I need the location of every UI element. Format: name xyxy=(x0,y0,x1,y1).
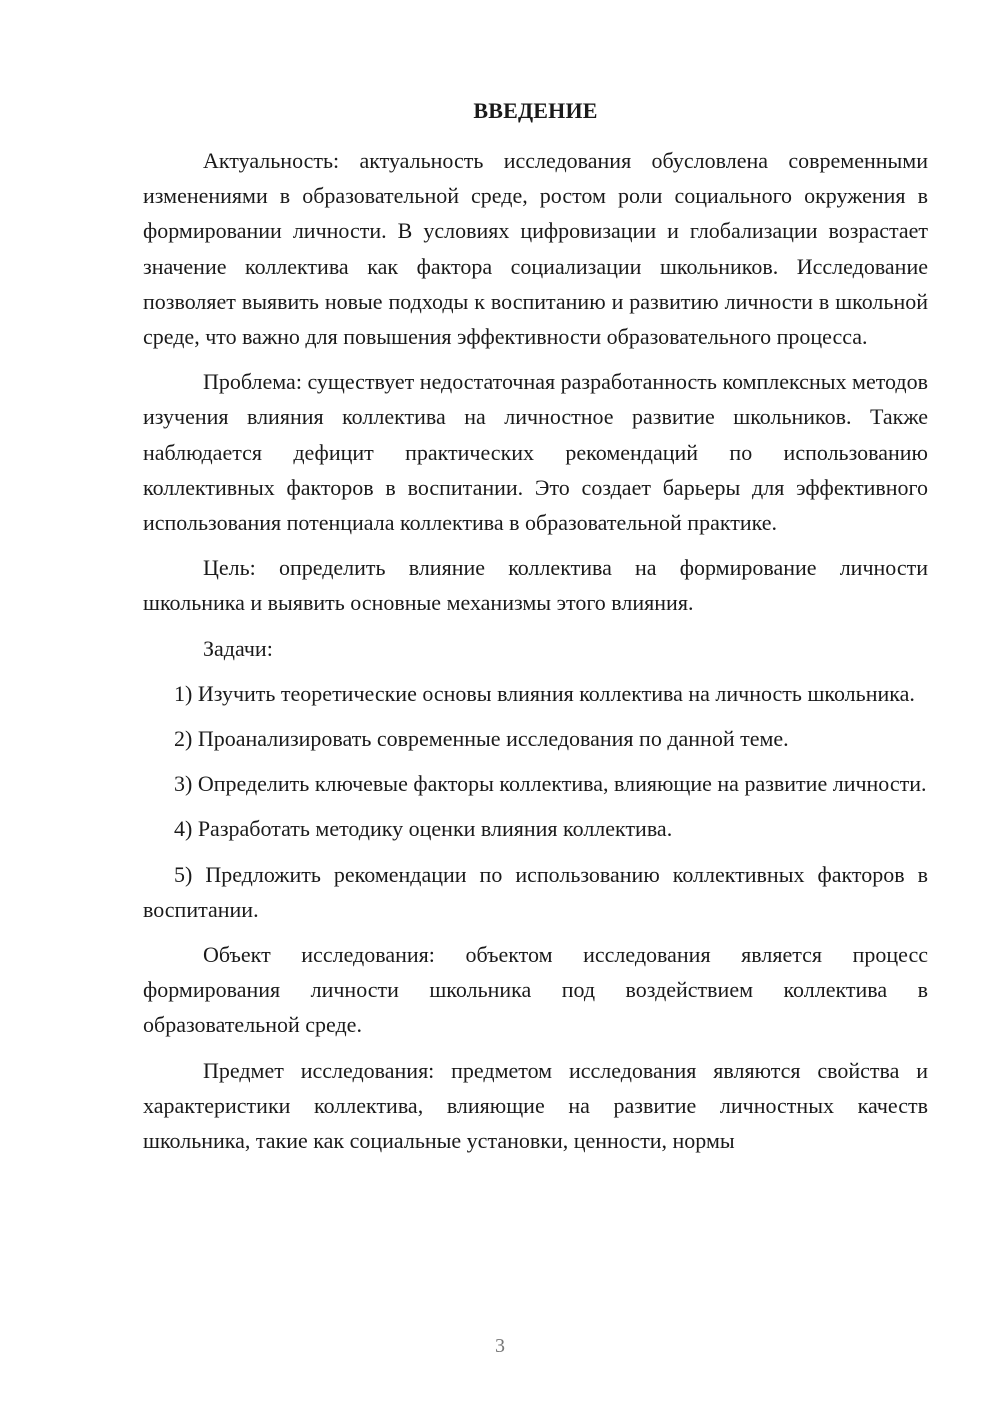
paragraph-object: Объект исследования: объектом исследования является процесс формирования личности школьника под воздействием коллектива в образовательной среде. xyxy=(143,942,928,1038)
task-item-5: 5) Предложить рекомендации по использованию коллективных факторов в воспитании. xyxy=(143,861,928,922)
task-item-2: 2) Проанализировать современные исследования по данной теме. xyxy=(174,726,789,752)
paragraph-tasks-label: Задачи: xyxy=(203,635,273,661)
paragraph-relevance: Актуальность: актуальность исследования обусловлена современными изменениями в образовательной среде, ростом роли социального окружения в формировании личности. В условиях цифровизации и глобализации возрастает значение коллектива как фактора социализации школьников. Исследование позволяет выявить новые подходы к воспитанию и развитию личности в школьной среде, что важно для повышения эффективности образовательного процесса. xyxy=(143,148,928,350)
task-item-1: 1) Изучить теоретические основы влияния коллектива на личность школьника. xyxy=(174,680,915,706)
paragraph-subject: Предмет исследования: предметом исследования являются свойства и характеристики коллектива, влияющие на развитие личностных качеств школьника, такие как социальные установки, ценности, нормы xyxy=(143,1057,928,1154)
paragraph-problem: Проблема: существует недостаточная разработанность комплексных методов изучения влияния коллектива на личностное развитие школьников. Также наблюдается дефицит практических рекомендаций по использованию коллективных факторов в воспитании. Это создает барьеры для эффективного использования потенциала коллектива в образовательной практике. xyxy=(143,369,928,536)
document-body xyxy=(143,93,928,1158)
task-item-3: 3) Определить ключевые факторы коллектива, влияющие на развитие личности. xyxy=(174,771,927,797)
paragraph-goal: Цель: определить влияние коллектива на формирование личности школьника и выявить основные механизмы этого влияния. xyxy=(143,555,928,616)
section-heading: ВВЕДЕНИЕ xyxy=(473,98,598,123)
page-number: 3 xyxy=(495,1335,505,1357)
task-item-4: 4) Разработать методику оценки влияния коллектива. xyxy=(174,816,673,842)
